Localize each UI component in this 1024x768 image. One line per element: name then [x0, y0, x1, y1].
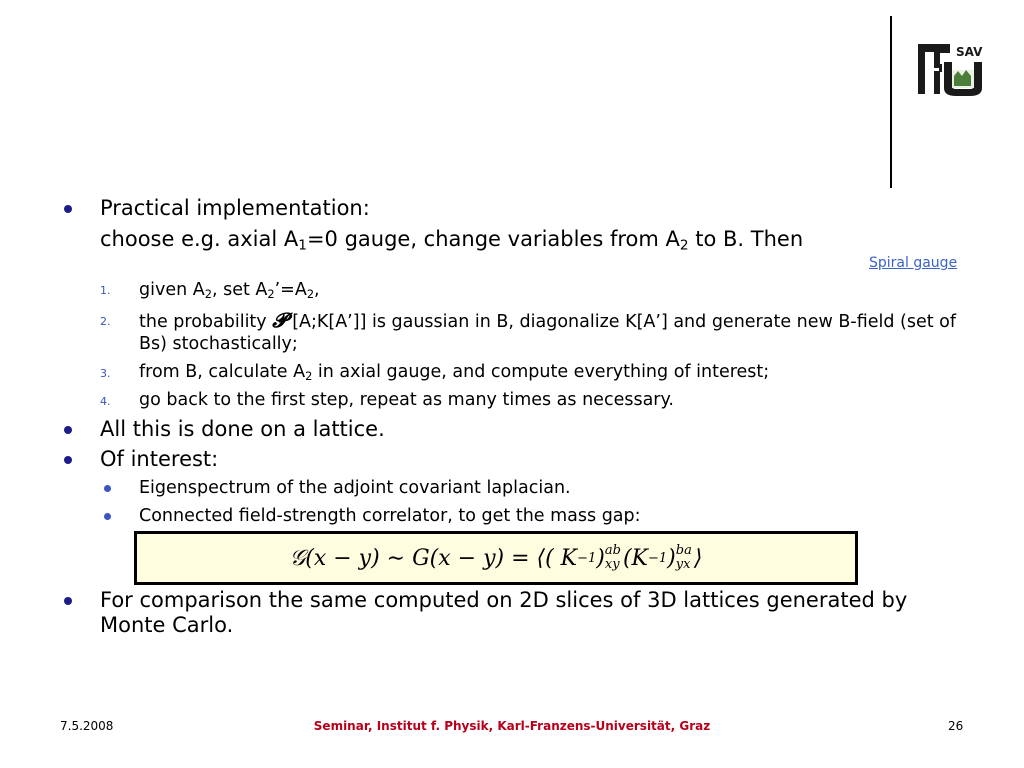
sub-bullet-dot: [104, 513, 111, 520]
step-1-number: 1.: [100, 284, 111, 297]
step-3-text: from B, calculate $A_2$ in axial gauge, and compute everything of interest;: [139, 362, 770, 383]
step-2-number: 2.: [100, 315, 111, 328]
bullet-dot: [64, 456, 72, 464]
bullet-dot: [64, 205, 72, 213]
footer-seminar: Seminar, Institut f. Physik, Karl-Franzens-Universität, Graz: [313, 719, 711, 733]
lattice-text: All this is done on a lattice.: [100, 417, 385, 441]
step-1-text: given $A_2$, set $A_2’=A_2$,: [139, 280, 320, 301]
step-3-number: 3.: [100, 367, 111, 380]
interest-item-correlator: Connected field-strength correlator, to get the mass gap:: [139, 506, 641, 526]
spiral-gauge-link[interactable]: Spiral gauge: [869, 255, 958, 271]
svg-text:SAV: SAV: [956, 45, 983, 59]
practical-heading: Practical implementation:: [100, 196, 370, 220]
probability-symbol: 𝓟: [272, 308, 287, 332]
sub-bullet-dot: [104, 485, 111, 492]
comparison-text: For comparison the same computed on 2D slices of 3D lattices generated by Monte Carlo.: [100, 588, 908, 637]
footer-date: 7.5.2008: [60, 719, 114, 733]
step-4-text: go back to the first step, repeat as many times as necessary.: [139, 390, 674, 410]
correlator-formula: 𝒢(x − y) ∼ G(x − y) = ⟨( K −1 ) ab xy (K −1 ) ba yx ⟩: [134, 531, 858, 585]
choose-text: choose e.g. axial $A_1=0$ gauge, change variables from $A_2$ to B. Then: [100, 227, 804, 254]
step-2-text: the probability 𝓟 [A;K[A’]] is gaussian in B, diagonalize K[A’] and generate new B-field (set of Bs) stochastically;: [139, 308, 957, 354]
interest-item-eigenspectrum: Eigenspectrum of the adjoint covariant laplacian.: [139, 478, 571, 498]
bullet-dot: [64, 426, 72, 434]
footer-page-number: 26: [948, 719, 964, 733]
interest-heading: Of interest:: [100, 447, 219, 471]
step-4-number: 4.: [100, 395, 111, 408]
bullet-dot: [64, 597, 72, 605]
